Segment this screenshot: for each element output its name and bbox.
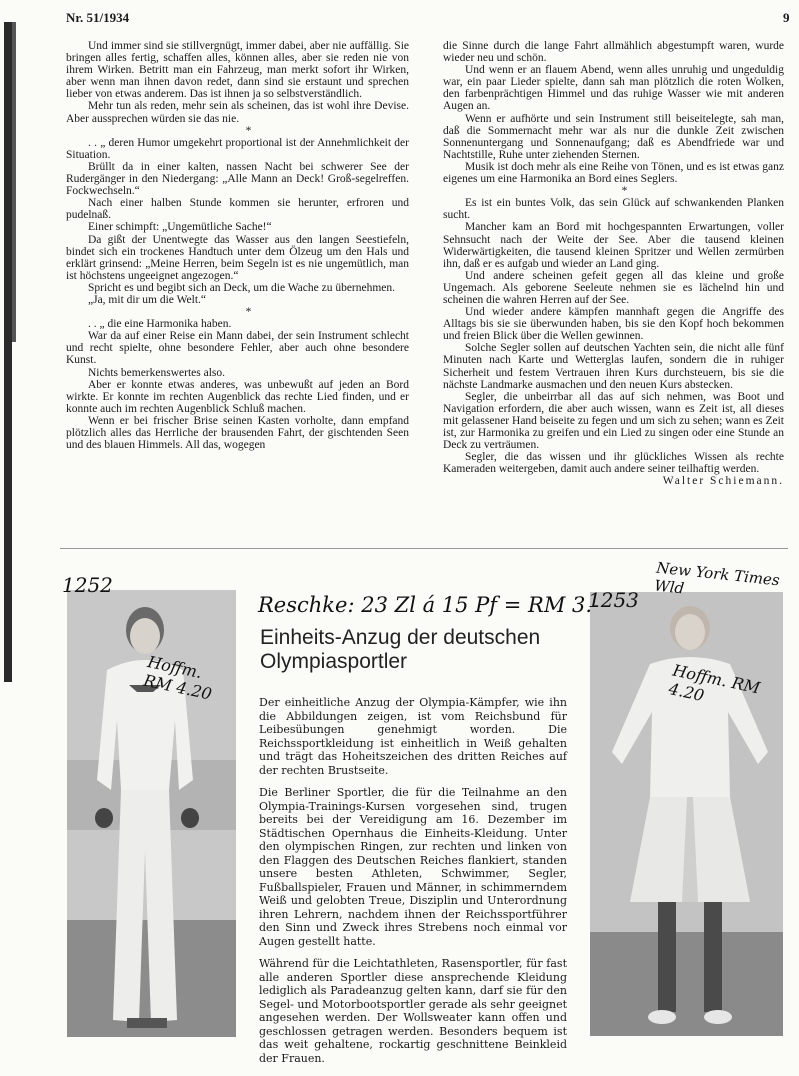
section-star: *	[245, 306, 252, 319]
section-star: *	[245, 124, 252, 137]
paragraph: Wenn er bei frischer Brise seinen Kasten vorholte, dann empfand plötzlich alles das Herrliche der brausenden Fahrt, der gischtenden Seen und des blauen Himmels. All das, wogegen	[66, 414, 409, 452]
right-text-column	[443, 40, 784, 487]
handwritten-price-note: Reschke: 23 Zl á 15 Pf = RM 3.-	[258, 593, 600, 617]
paragraph: . . „ die eine Harmonika haben.	[88, 318, 232, 331]
photo-man-uniform	[67, 590, 236, 1037]
binding-edge	[4, 22, 12, 682]
left-photo-mark: Hoffm. RM 4.20	[141, 652, 214, 704]
paragraph: Solche Segler sollen auf deutschen Yachten sein, die nicht alle fünf Minuten nach Karte und Wetterglas laufen, sondern die in ruhiger Sicherheit und festem Vertrauen ihren Kurs durchsteuern, bis sie die nächste Landmarke ausmachen und den neuen Kurs abstecken.	[443, 342, 784, 391]
paragraph: Nichts bemerkenswertes also.	[88, 366, 226, 379]
paragraph: Musik ist doch mehr als eine Reihe von Tönen, und es ist etwas ganz eigenes um eine Harmonika an Bord eines Seglers.	[443, 160, 784, 186]
paragraph: Mehr tun als reden, mehr sein als scheinen, das ist wohl ihre Devise. Aber aussprechen würden sie das nie.	[66, 100, 409, 125]
page-number: 9	[783, 10, 790, 25]
left-text-column	[66, 40, 409, 451]
handwritten-source: New York Times Wld	[653, 558, 781, 598]
paragraph: Einer schimpft: „Ungemütliche Sache!“	[88, 221, 272, 234]
article-paragraph: Während für die Leichtathleten, Rasensportler, für fast alle anderen Sportler diese ansprechende Kleidung lediglich als Paradeanzug gelten kann, darf sie für den Segel- und Motorbootsportler gerade als sehr geeignet angesehen werden. Der Wollsweater kann offen und geschlossen getragen werden. Besonders bequem ist das weit gehaltene, rockartig geschnittene Beinkleid der Frauen.	[259, 957, 567, 1065]
paragraph: Mancher kam an Bord mit hochgespannten Erwartungen, voller Sehnsucht nach der Weite der See. Aber die tausend kleinen Widerwärtigkeiten, die tausend kleinen Spritzer und Wellen zermürben ihn, daß er es aufgab und wieder an Land ging.	[443, 221, 784, 270]
paragraph: Spricht es und begibt sich an Deck, um die Wache zu übernehmen.	[88, 281, 396, 294]
paragraph: Und andere scheinen gefeit gegen all das kleine und große Ungemach. Als geborene Seeleute nehmen sie es lächelnd hin und scheinen die wahren Herren auf der See.	[443, 269, 784, 306]
paragraph: Brüllt da in einer kalten, nassen Nacht bei schwerer See der Rudergänger in den Niedergang: „Alle Mann an Deck! Groß-segelreffen. Fockwechseln.“	[66, 160, 409, 198]
paragraph: Aber er konnte etwas anderes, was unbewußt auf jeden an Bord wirkte. Er konnte im rechten Augenblick das rechte Lied finden, und er konnte auch im rechten Augenblick Schluß machen.	[66, 378, 409, 415]
paragraph: die Sinne durch die lange Fahrt allmählich abgestumpft waren, wurde wieder neu und schön.	[443, 40, 784, 65]
paragraph: Es ist ein buntes Volk, das sein Glück auf schwankenden Planken sucht.	[443, 197, 784, 222]
section-divider	[60, 548, 788, 549]
paragraph: War da auf einer Reise ein Mann dabei, der sein Instrument schlecht und recht spielte, ohne besondere Fehler, aber auch ohne besondere Kunst.	[66, 330, 409, 367]
paragraph: Wenn er aufhörte und sein Instrument still beiseitelegte, sah man, daß die Sommernacht mehr war als nur die dunkle Zeit zwischen Sonnenuntergang und Sonnenaufgang; daß es Abendfriede war und Nachtstille, Ruhe unter ziehenden Sternen.	[443, 112, 784, 161]
paragraph: Da gißt der Unentwegte das Wasser aus den langen Seestiefeln, bindet sich ein trockenes Handtuch unter dem Ölzeug um den Hals und erklärt grinsend: „Meine Herren, beim Segeln ist es nie ungemütlich, man ist höchstens ungeeignet angezogen.“	[66, 233, 409, 282]
photo-woman-uniform	[590, 592, 783, 1036]
issue-number: Nr. 51/1934	[66, 10, 130, 25]
binding-shadow	[12, 22, 16, 342]
woman-figure-illustration	[590, 592, 783, 1036]
paragraph: . . „ deren Humor umgekehrt proportional ist der Annehmlichkeit der Situation.	[66, 136, 409, 161]
section-star: *	[621, 185, 628, 198]
article-paragraph: Die Berliner Sportler, die für die Teilnahme an den Olympia-Trainings-Kursen vorgesehen sind, trugen bereits bei der Vereidigung am 16. Dezember im Städtischen Opernhaus die Einheits-Kleidung. Unter den olympischen Ringen, zur rechten und linken von den Flaggen des Deutschen Reiches flankiert, standen unsere besten Athleten, Schwimmer, Segler, Fußballspieler, Frauen und Männer, in schimmerndem Weiß und gelobten Treue, Disziplin und Unterordnung ihren Lehrern, nachdem ihnen der Reichssportführer den Sinn und Zweck ihres Strebens noch einmal vor Augen gestellt hatte.	[259, 786, 567, 948]
handwritten-number-left: 1252	[62, 573, 113, 597]
paragraph: Und wenn er an flauem Abend, wenn alles unruhig und ungeduldig war, ein paar Lieder spielte, dann sah man plötzlich die roten Wolken, den farbenprächtigen Himmel und das ruhige Wasser wie mit anderen Augen an.	[443, 64, 784, 113]
article-paragraph: Der einheitliche Anzug der Olympia-Kämpfer, wie ihn die Abbildungen zeigen, ist vom Reichsbund für Leibesübungen genehmigt worden. Die Reichssportkleidung ist einheitlich in Weiß gehalten und trägt das Hoheitszeichen des dritten Reiches auf der rechten Brustseite.	[259, 696, 567, 777]
article-title: Einheits-Anzug der deutschen Olympiasportler	[260, 626, 541, 673]
article-body	[259, 696, 567, 1074]
paragraph: Und immer sind sie stillvergnügt, immer dabei, aber nie auffällig. Sie bringen alles fertig, schaffen alles, können alles, aber sie reden nie von ihrem Wirken. Betritt man ein Fahrzeug, man merkt sofort ihr Wirken, aber wenn man ihnen davon redet, dann sind sie erstaunt und sprechen lieber von etwas anderem. Das ist ihnen ja so selbstverständlich.	[66, 40, 409, 101]
paragraph: Segler, die das wissen und ihr glückliches Wissen als rechte Kameraden weitergeben, damit auch andere seiner teilhaftig werden.	[443, 451, 784, 476]
right-photo-mark: Hoffm. RM 4.20	[667, 660, 762, 706]
paragraph: Nach einer halben Stunde kommen sie herunter, erfroren und pudelnaß.	[66, 197, 409, 222]
author-signature: Walter Schiemann.	[662, 475, 784, 488]
handwritten-number-right: 1253	[588, 588, 639, 612]
paragraph: Und wieder andere kämpfen mannhaft gegen die Angriffe des Alltags bis sie sie überwunden haben, bis sie den Kopf hoch bekommen und freien Blick über die Wellen gewinnen.	[443, 306, 784, 343]
paragraph: Segler, die unbeirrbar all das auf sich nehmen, was Boot und Navigation erfordern, die aber auch wissen, wann es Zeit ist, all dieses mit gelassener Hand beiseite zu fegen und um sich zu sehen; wann es Zeit ist, zur Harmonika zu greifen und ein Lied zu singen oder eine Stunde an Deck zu verträumen.	[443, 390, 784, 452]
paragraph: „Ja, mit dir um die Welt.“	[88, 293, 206, 306]
